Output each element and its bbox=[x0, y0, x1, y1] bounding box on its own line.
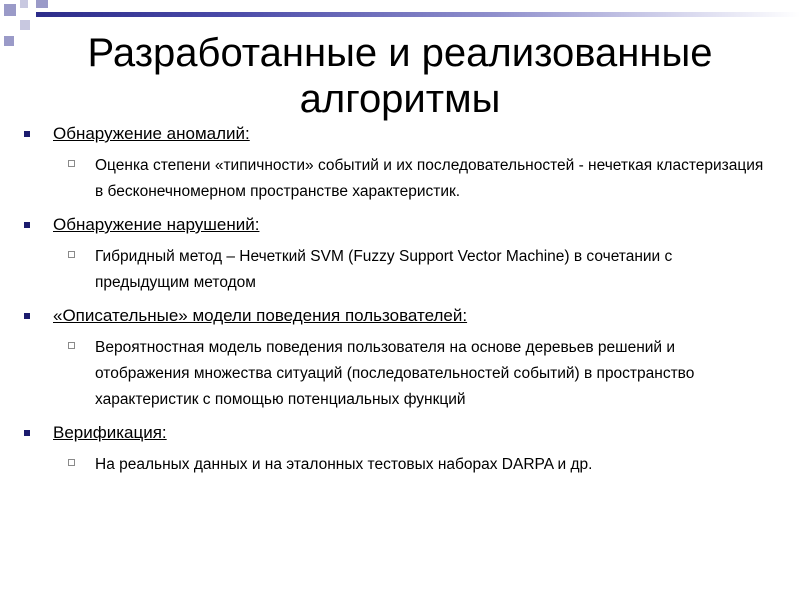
sub-item-text: Оценка степени «типичности» событий и их последовательностей - нечеткая кластеризация в бесконечномерном пространстве характеристик. bbox=[95, 157, 764, 200]
sub-item bbox=[20, 153, 780, 205]
list-item-verification bbox=[20, 423, 780, 478]
sub-item-text: На реальных данных и на эталонных тестовых наборах DARPA и др. bbox=[95, 456, 593, 473]
item-heading: Обнаружение аномалий: bbox=[53, 124, 250, 143]
decor-square-3 bbox=[4, 36, 14, 46]
hollow-square-bullet-icon bbox=[68, 160, 75, 167]
hollow-square-bullet-icon bbox=[68, 342, 75, 349]
decor-square-4 bbox=[36, 0, 48, 8]
sub-item bbox=[20, 244, 780, 296]
decor-top-bar bbox=[36, 12, 800, 17]
item-heading: Обнаружение нарушений: bbox=[53, 215, 260, 234]
hollow-square-bullet-icon bbox=[68, 459, 75, 466]
decor-square-1 bbox=[4, 4, 16, 16]
bullet-list bbox=[20, 124, 780, 488]
sub-item bbox=[20, 335, 780, 413]
square-bullet-icon bbox=[24, 313, 30, 319]
sub-item-text: Гибридный метод – Нечеткий SVM (Fuzzy Support Vector Machine) в сочетании с предыдущим методом bbox=[95, 248, 673, 291]
square-bullet-icon bbox=[24, 131, 30, 137]
hollow-square-bullet-icon bbox=[68, 251, 75, 258]
list-item-anomalies bbox=[20, 124, 780, 205]
sub-item-text: Вероятностная модель поведения пользователя на основе деревьев решений и отображения множества ситуаций (последовательностей событий) в пространство характеристик с помощью потенциальных функций bbox=[95, 339, 695, 408]
list-item-violations bbox=[20, 215, 780, 296]
decor-square-5 bbox=[20, 0, 28, 8]
square-bullet-icon bbox=[24, 430, 30, 436]
decor-square-2 bbox=[20, 20, 30, 30]
list-item-user-models bbox=[20, 306, 780, 413]
slide-title: Разработанные и реализованные алгоритмы bbox=[87, 31, 713, 121]
item-heading: Верификация: bbox=[53, 423, 167, 442]
square-bullet-icon bbox=[24, 222, 30, 228]
item-heading: «Описательные» модели поведения пользователей: bbox=[53, 306, 468, 325]
sub-item bbox=[20, 452, 780, 478]
